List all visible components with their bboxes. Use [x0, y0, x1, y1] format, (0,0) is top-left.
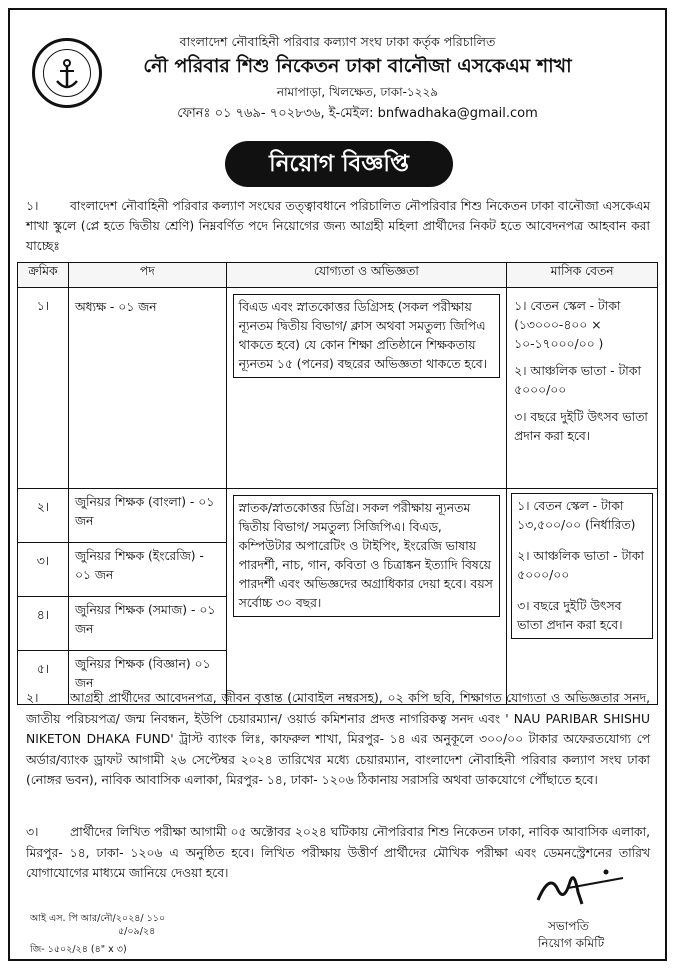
section-3-number: ৩। [26, 825, 39, 839]
row-post: জুনিয়র শিক্ষক (বাংলা) - ০১ জন [74, 495, 215, 528]
school-address: নামাপাড়া, খিলক্ষেত, ঢাকা-১২২৯ [276, 85, 439, 99]
salary-item: ২। আঞ্চলিক ভাতা - টাকা ৫০০০/০০ [517, 549, 644, 582]
row-post: অধ্যক্ষ - ০১ জন [74, 300, 157, 314]
notice-title-banner: নিয়োগ বিজ্ঞপ্তি [225, 141, 453, 187]
signatory-name: সভাপতি [548, 919, 589, 933]
signatory-title: নিয়োগ কমিটি [538, 936, 605, 950]
positions-table [17, 262, 658, 705]
table-row [18, 489, 658, 543]
row-serial: ৪। [36, 608, 50, 622]
section-1-number: ১। [26, 199, 39, 213]
principal-qualification: বিএড এবং স্নাতকোত্তর ডিগ্রিসহ (সকল পরীক্ষায় ন্যূনতম দ্বিতীয় বিভাগ/ ক্লাস অথবা সমতুল্য জিপিএ থাকতে হবে) যে কোন শিক্ষা প্রতিষ্ঠানে শিক্ষকতায় ন্যূনতম ১৫ (পনের) বছরের অভিজ্ঞতা থাকতে হবে। [233, 294, 500, 378]
section-1-text: বাংলাদেশ নৌবাহিনী পরিবার কল্যাণ সংঘের তত্ত্বাবধানে পরিচালিত নৌপরিবার শিশু নিকেতন ঢাকা বানৌজা এসকেএম শাখা স্কুলে (প্লে হতে দ্বিতীয় শ্রেণি) নিম্নবর্ণিত পদে নিয়োগের জন্য আগ্রহী মহিলা প্রার্থীদের নিকট হতে আবেদনপত্র আহবান করা যাচ্ছেঃ [26, 199, 650, 253]
salary-item: ১। বেতন স্কেল - টাকা ১৩,৫০০/০০ (নির্ধারিত) [517, 499, 636, 532]
salary-item: ৩। বছরে দুইটি উৎসব ভাতা প্রদান করা হবে। [517, 599, 623, 632]
header-serial: ক্রমিক [18, 263, 69, 288]
contact-line: ফোনঃ ০১ ৭৬৯- ৭০২৮৩৬, ই-মেইল: bnfwadhaka@gmail.com [177, 106, 538, 121]
row-serial: ৩। [36, 554, 50, 568]
section-2-text: আগ্রহী প্রার্থীদের আবেদনপত্র, জীবন বৃত্তান্ত (মোবাইল নম্বরসহ), ০২ কপি ছবি, শিক্ষাগত যোগ্যতা ও অভিজ্ঞতার সনদ, জাতীয় পরিচয়পত্র/ জন্ম নিবন্ধন, ইউপি চেয়ারম্যান/ ওয়ার্ড কমিশনার প্রদত্ত নাগরিকত্ব সনদ এবং ' NAU PARIBAR SHISHU NIKETON DHAKA FUND' ট্রাস্ট ব্যাংক লিঃ, কাফরুল শাখা, মিরপুর- ১৪ এর অনুকূলে ৩০০/০০ টাকার অফেরতযোগ্য পে অর্ডার/ব্যাংক ড্রাফট আগামী ২৬ সেপ্টেম্বর ২০২৪ তারিখের মধ্যে চেয়ারম্যান, বাংলাদেশ নৌবাহিনী পরিবার কল্যাণ সংঘ ঢাকা (নোঙ্গর ভবন), নাবিক আবাসিক এলাকা, মিরপুর- ১৪, ঢাকা- ১২০৬ ঠিকানায় সরাসরি অথবা ডাকযোগে পৌঁছাতে হবে। [26, 691, 650, 787]
section-2 [26, 688, 650, 791]
reference-number: আই এস. পি আর/নৌ/২০২৪/ ১১০ [30, 913, 166, 924]
table-header-row [18, 263, 658, 288]
teacher-salary [511, 493, 653, 639]
reference-date: ৫/০৯/২৪ [118, 926, 156, 937]
salary-item: ১। বেতন স্কেল - টাকা (১৩০০০-৪০০ × ১০-১৭০০০/০০ ) [514, 299, 621, 351]
principal-salary [509, 294, 655, 449]
section-2-number: ২। [26, 691, 39, 705]
section-1 [26, 196, 650, 256]
row-serial: ৫। [36, 662, 50, 676]
row-serial: ১। [36, 299, 50, 313]
salary-item: ৩। বছরে দুইটি উৎসব ভাতা প্রদান করা হবে। [514, 410, 648, 443]
section-3-text: প্রার্থীদের লিখিত পরীক্ষা আগামী ০৫ অক্টোবর ২০২৪ ঘটিকায় নৌপরিবার শিশু নিকেতন ঢাকা, নাবিক আবাসিক এলাকা, মিরপুর- ১৪, ঢাকা- ১২০৬ এ অনুষ্ঠিত হবে। লিখিত পরীক্ষায় উত্তীর্ণ প্রার্থীদের মৌখিক পরীক্ষা এবং ডেমনস্ট্রেশনের তারিখ যোগাযোগের মাধ্যমে জানিয়ে দেওয়া হবে। [26, 825, 650, 880]
table-row [18, 288, 658, 489]
row-serial: ২। [36, 500, 50, 514]
row-post: জুনিয়র শিক্ষক (ইংরেজি) - ০১ জন [74, 549, 204, 582]
row-post: জুনিয়র শিক্ষক (সমাজ) - ০১ জন [74, 603, 216, 636]
header-qualification: যোগ্যতা ও অভিজ্ঞতা [226, 263, 506, 288]
salary-item: ২। আঞ্চলিক ভাতা - টাকা ৫০০০/০০ [514, 364, 641, 397]
header-salary: মাসিক বেতন [507, 263, 658, 288]
teacher-qualification: স্নাতক/স্নাতকোত্তর ডিগ্রি। সকল পরীক্ষায় ন্যূনতম দ্বিতীয় বিভাগ/ সমতুল্য সিজিপিএ। বিএড, কম্পিউটার অপারেটিং ও টাইপিং, ইংরেজি ভাষায় পারদর্শী, নাচ, গান, কবিতা ও চিত্রাঙ্কন ইত্যাদি বিষয়ে পারদর্শী এবং অভিজ্ঞদের অগ্রাধিকার দেয়া হবে। বয়স সর্বোচ্চ ৩০ বছর। [233, 495, 500, 617]
header-post: পদ [68, 263, 226, 288]
organization-line: বাংলাদেশ নৌবাহিনী পরিবার কল্যাণ সংঘ ঢাকা কর্তৃক পরিচালিত [179, 34, 496, 49]
publication-code: জি- ১৫০২/২৪ (৪" x ৩) [30, 944, 127, 955]
school-name: নৌ পরিবার শিশু নিকেতন ঢাকা বানৌজা এসকেএম শাখা [143, 55, 572, 77]
row-post: জুনিয়র শিক্ষক (বিজ্ঞান) ০১ জন [74, 657, 211, 690]
signature-icon [528, 862, 628, 912]
